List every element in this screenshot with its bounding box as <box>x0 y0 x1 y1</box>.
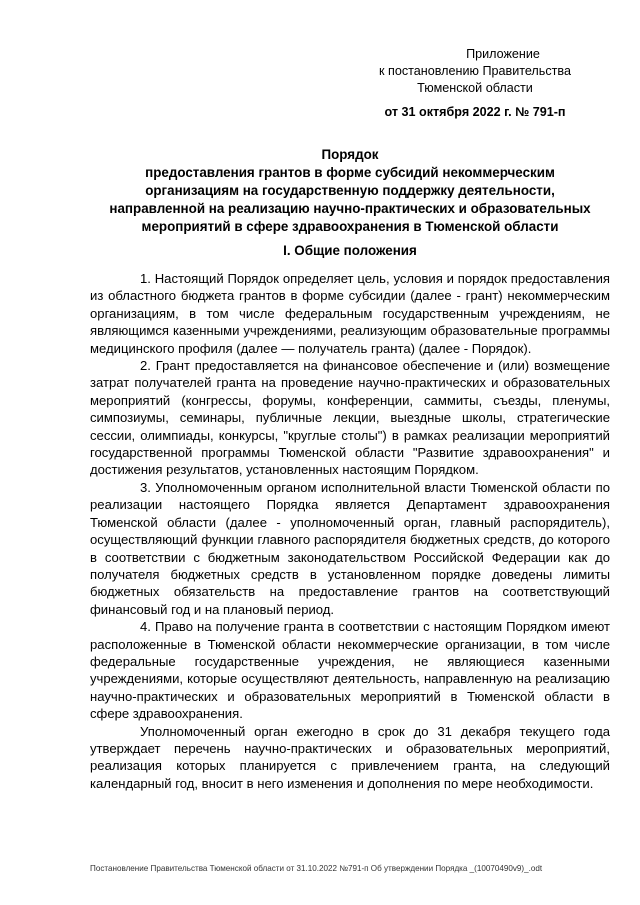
title-line: предоставления грантов в форме субсидий некоммерческим <box>145 165 555 180</box>
paragraph: 4. Право на получение гранта в соответствии с настоящим Порядком имеют расположенные в Тюменской области некоммерческие организации, в том числе федеральные государственные учреждения, не являющиеся казенными учреждениями, которые осуществляют деятельность, направленную на реализацию научно-практических и образовательных мероприятий в Тюменской области в сфере здравоохранения. <box>90 619 610 722</box>
paragraph: 1. Настоящий Порядок определяет цель, условия и порядок предоставления из областного бюджета грантов в форме субсидии (далее - грант) некоммерческим организациям, в том числе федеральным государственным учреждениям, не являющимся казенными учреждениями, реализующим образовательные программы медицинского профиля (далее — получатель гранта) (далее - Порядок). <box>90 271 610 356</box>
appendix-date-number: от 31 октября 2022 г. № 791-п <box>384 105 566 119</box>
appendix-region: Тюменской области <box>417 81 533 95</box>
title-line: направленной на реализацию научно-практических и образовательных <box>109 201 591 216</box>
title-line: Порядок <box>321 147 379 162</box>
appendix-resolution: к постановлению Правительства <box>379 64 571 78</box>
paragraph: 3. Уполномоченным органом исполнительной власти Тюменской области по реализации настоящего Порядка является Департамент здравоохранения Тюменской области (далее - уполномоченный орган, главный распорядитель), осуществляющий функции главного распорядителя бюджетных средств, до которого в соответствии с бюджетным законодательством Российской Федерации как до получателя бюджетных средств в установленном порядке доведены лимиты бюджетных обязательств на предоставление грантов на соответствующий финансовый год и на плановый период. <box>90 479 610 617</box>
document-body <box>90 270 610 792</box>
section-heading: I. Общие положения <box>283 243 417 258</box>
document-title <box>90 146 610 236</box>
appendix-label: Приложение <box>466 47 540 61</box>
title-line: мероприятий в сфере здравоохранения в Тюменской области <box>141 219 559 234</box>
paragraph: Уполномоченный орган ежегодно в срок до 31 декабря текущего года утверждает перечень научно-практических и образовательных мероприятий, реализация которых планируется с привлечением гранта, на следующий календарный год, вносит в него изменения и дополнения по мере необходимости. <box>90 723 610 791</box>
title-line: организациям на государственную поддержку деятельности, <box>145 183 555 198</box>
paragraph: 2. Грант предоставляется на финансовое обеспечение и (или) возмещение затрат получателей гранта на проведение научно-практических и образовательных мероприятий (конгрессы, форумы, конференции, саммиты, съезды, пленумы, симпозиумы, семинары, публичные лекции, выездные школы, стратегические сессии, олимпиады, конкурсы, "круглые столы") в рамках реализации мероприятий государственной программы Тюменской области "Развитие здравоохранения" и достижения результатов, установленных настоящим Порядком. <box>90 358 610 478</box>
page-footer: Постановление Правительства Тюменской области от 31.10.2022 №791-п Об утверждении Порядка _(10070490v9)_.odt <box>90 864 543 873</box>
appendix-block <box>360 46 590 121</box>
